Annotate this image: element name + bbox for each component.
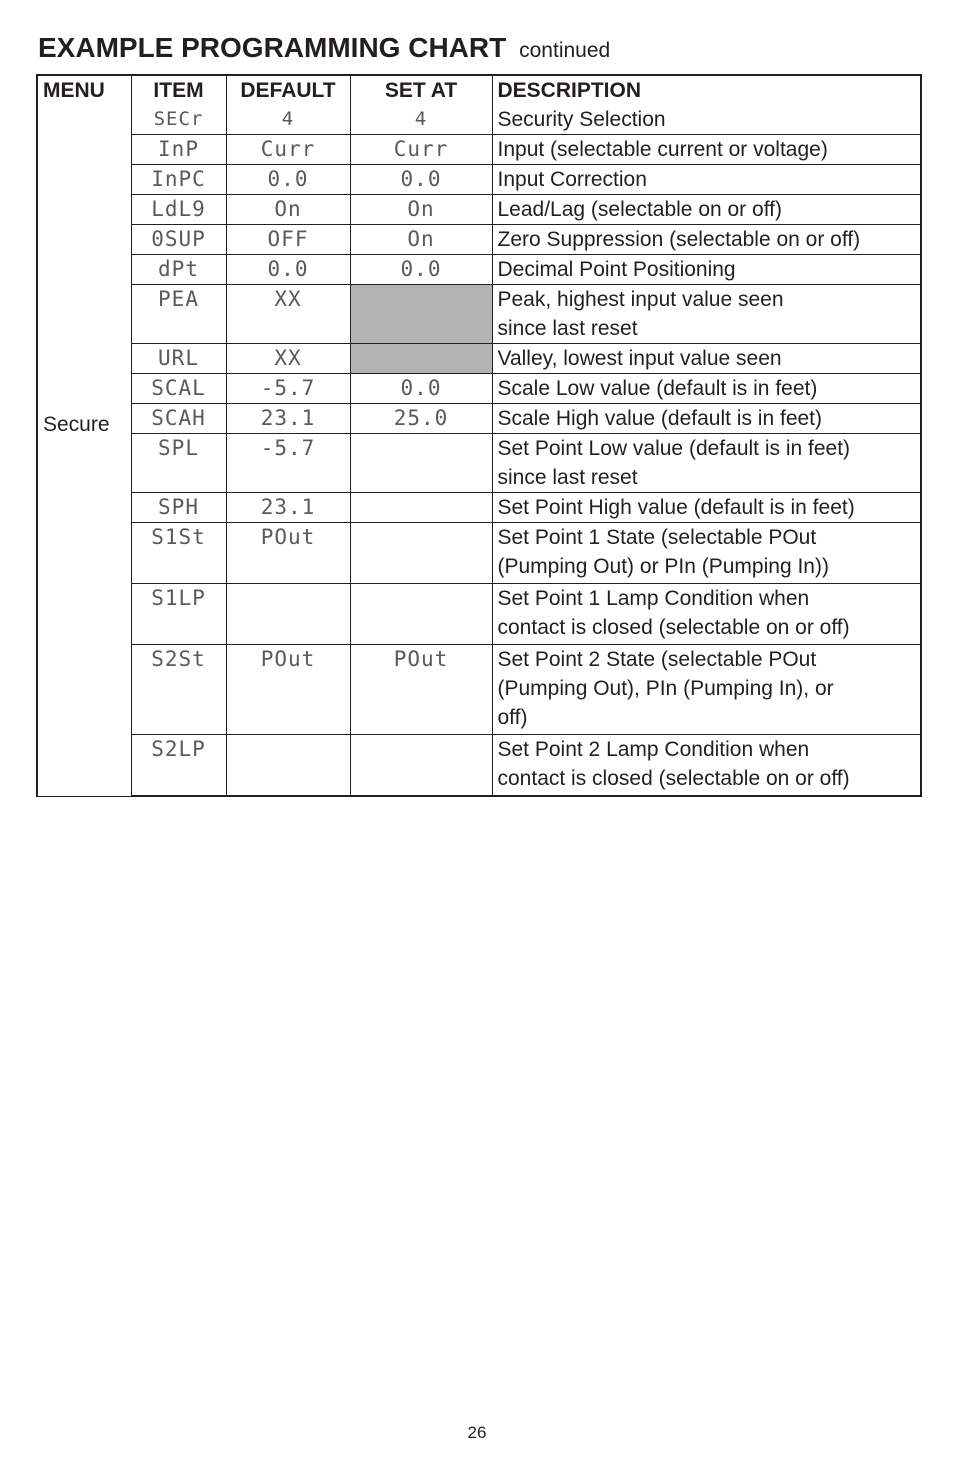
- table-row: [37, 735, 921, 797]
- table-row: [37, 493, 921, 523]
- set-at-value: Curr: [350, 135, 492, 165]
- description-line-1: Set Point 1 Lamp Condition when: [497, 587, 810, 610]
- default-value: 23.1: [226, 493, 350, 523]
- description-line-1: Set Point 2 State (selectable POut: [497, 648, 817, 671]
- description-line-2: (Pumping Out), PIn (Pumping In), or: [497, 677, 834, 700]
- set-at-value: 0.0: [350, 374, 492, 404]
- description-line-1: Peak, highest input value seen: [497, 288, 784, 311]
- description-line-1: Set Point 2 Lamp Condition when: [497, 738, 810, 761]
- default-value: [226, 735, 350, 797]
- description-cell: [492, 523, 921, 584]
- table-row: [37, 135, 921, 165]
- description-line-2: since last reset: [497, 466, 638, 489]
- item-code: InP: [131, 135, 226, 165]
- description-line-1: Set Point Low value (default is in feet): [497, 437, 851, 460]
- description-text: Lead/Lag (selectable on or off): [492, 195, 921, 225]
- menu-value: Secure: [43, 413, 110, 436]
- description-cell: [492, 735, 921, 797]
- item-code: S2St: [131, 645, 226, 735]
- table-row: [37, 75, 921, 135]
- header-menu: MENU: [43, 79, 105, 102]
- set-at-value: [350, 434, 492, 493]
- table-row: [37, 344, 921, 374]
- description-text: Security Selection: [497, 108, 666, 131]
- table-row: [37, 195, 921, 225]
- default-value: 23.1: [226, 404, 350, 434]
- default-value: XX: [226, 285, 350, 344]
- set-at-value: 25.0: [350, 404, 492, 434]
- item-code: URL: [131, 344, 226, 374]
- default-value: 0.0: [226, 165, 350, 195]
- default-value: On: [226, 195, 350, 225]
- description-text: Scale Low value (default is in feet): [492, 374, 921, 404]
- set-at-value: 0.0: [350, 165, 492, 195]
- header-default: DEFAULT: [240, 79, 336, 102]
- description-text: Scale High value (default is in feet): [492, 404, 921, 434]
- item-code: InPC: [131, 165, 226, 195]
- programming-chart-table: [36, 74, 922, 797]
- table-row: [37, 225, 921, 255]
- table-row: [37, 165, 921, 195]
- default-value: -5.7: [226, 434, 350, 493]
- set-at-value: [350, 584, 492, 645]
- table-row: [37, 434, 921, 493]
- item-code: SCAL: [131, 374, 226, 404]
- default-value: XX: [226, 344, 350, 374]
- item-code: LdL9: [131, 195, 226, 225]
- default-value: POut: [226, 523, 350, 584]
- description-line-2: (Pumping Out) or PIn (Pumping In)): [497, 555, 829, 578]
- set-at-value: POut: [350, 645, 492, 735]
- description-text: Input Correction: [492, 165, 921, 195]
- set-at-value: [350, 493, 492, 523]
- description-line-2: contact is closed (selectable on or off): [497, 616, 850, 639]
- item-code: SPL: [131, 434, 226, 493]
- header-description: DESCRIPTION: [497, 79, 642, 102]
- table-row: [37, 255, 921, 285]
- description-line-2: contact is closed (selectable on or off): [497, 767, 850, 790]
- table-row: [37, 285, 921, 344]
- set-at-shaded-cell: [350, 285, 492, 344]
- default-value: OFF: [226, 225, 350, 255]
- set-at-value: On: [350, 195, 492, 225]
- set-at-cell: [350, 75, 492, 135]
- description-text: Valley, lowest input value seen: [492, 344, 921, 374]
- item-code: S1St: [131, 523, 226, 584]
- description-cell: [492, 75, 921, 135]
- description-cell: [492, 285, 921, 344]
- item-code: SCAH: [131, 404, 226, 434]
- item-code: PEA: [131, 285, 226, 344]
- default-value: [226, 584, 350, 645]
- set-at-shaded-cell: [350, 344, 492, 374]
- page-number: 26: [467, 1423, 487, 1442]
- header-item: ITEM: [153, 79, 204, 102]
- header-set-at: SET AT: [384, 79, 458, 102]
- description-text: Input (selectable current or voltage): [492, 135, 921, 165]
- item-code: 0SUP: [131, 225, 226, 255]
- set-at-value: 0.0: [350, 255, 492, 285]
- item-cell: [131, 75, 226, 135]
- description-text: Set Point High value (default is in feet): [492, 493, 921, 523]
- set-at-value: On: [350, 225, 492, 255]
- item-code: SECr: [153, 108, 204, 130]
- title-continued: continued: [519, 39, 611, 62]
- default-value: POut: [226, 645, 350, 735]
- description-cell: [492, 645, 921, 735]
- default-value: Curr: [226, 135, 350, 165]
- default-value: 0.0: [226, 255, 350, 285]
- item-code: SPH: [131, 493, 226, 523]
- page-title: [38, 30, 610, 62]
- description-text: Decimal Point Positioning: [492, 255, 921, 285]
- default-value: 4: [281, 108, 295, 130]
- description-line-3: off): [497, 706, 528, 729]
- description-cell: [492, 584, 921, 645]
- table-row: [37, 584, 921, 645]
- table-row: [37, 523, 921, 584]
- table-row: [37, 374, 921, 404]
- default-value: -5.7: [226, 374, 350, 404]
- description-line-2: since last reset: [497, 317, 638, 340]
- item-code: S2LP: [131, 735, 226, 797]
- description-line-1: Set Point 1 State (selectable POut: [497, 526, 817, 549]
- default-cell: [226, 75, 350, 135]
- table-row: [37, 404, 921, 434]
- description-text: Zero Suppression (selectable on or off): [492, 225, 921, 255]
- menu-column-cell: [37, 75, 131, 796]
- set-at-value: 4: [414, 108, 428, 130]
- description-cell: [492, 434, 921, 493]
- set-at-value: [350, 523, 492, 584]
- set-at-value: [350, 735, 492, 797]
- item-code: S1LP: [131, 584, 226, 645]
- title-main: EXAMPLE PROGRAMMING CHART: [38, 32, 507, 63]
- item-code: dPt: [131, 255, 226, 285]
- table-row: [37, 645, 921, 735]
